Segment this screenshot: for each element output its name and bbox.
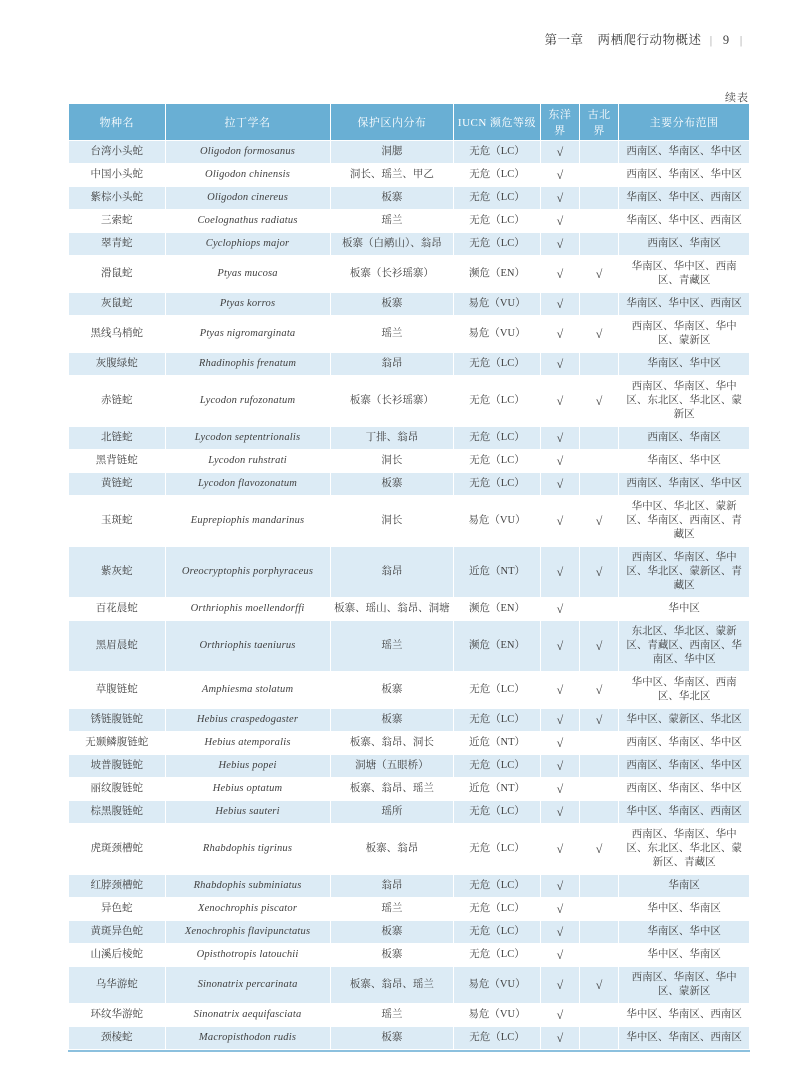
table-row — [69, 187, 749, 209]
table-row — [69, 293, 749, 315]
palearctic-realm-checkmark-cell — [580, 898, 618, 920]
species-name-cell: 颈棱蛇 — [69, 1027, 165, 1049]
iucn-status-cell: 易危（VU） — [454, 496, 540, 546]
reserve-distribution-cell: 板寨 — [331, 944, 454, 966]
column-header-latin-name: 拉丁学名 — [166, 104, 330, 140]
reserve-distribution-cell: 板寨（长衫瑶寨） — [331, 256, 454, 292]
latin-name-cell: Hebius popei — [166, 755, 330, 777]
table-row — [69, 598, 749, 620]
palearctic-realm-checkmark-cell: √ — [580, 316, 618, 352]
reserve-distribution-cell: 翁昂 — [331, 875, 454, 897]
iucn-status-cell: 近危（NT） — [454, 778, 540, 800]
oriental-realm-checkmark-cell: √ — [541, 496, 579, 546]
oriental-realm-checkmark-cell: √ — [541, 187, 579, 209]
iucn-status-cell: 无危（LC） — [454, 801, 540, 823]
iucn-status-cell: 易危（VU） — [454, 967, 540, 1003]
main-range-cell: 华中区、华南区、西南区 — [619, 801, 749, 823]
table-row — [69, 473, 749, 495]
palearctic-realm-checkmark-cell — [580, 755, 618, 777]
oriental-realm-checkmark-cell: √ — [541, 316, 579, 352]
page-number: 9 — [722, 33, 730, 47]
oriental-realm-checkmark-cell: √ — [541, 164, 579, 186]
main-range-cell: 西南区、华南区、华中区 — [619, 732, 749, 754]
species-name-cell: 锈链腹链蛇 — [69, 709, 165, 731]
palearctic-realm-checkmark-cell — [580, 427, 618, 449]
oriental-realm-checkmark-cell: √ — [541, 944, 579, 966]
iucn-status-cell: 无危（LC） — [454, 824, 540, 874]
table-header-row — [69, 104, 749, 140]
main-range-cell: 华南区、华中区 — [619, 450, 749, 472]
palearctic-realm-checkmark-cell: √ — [580, 376, 618, 426]
main-range-cell: 西南区、华南区、华中区、蒙新区 — [619, 967, 749, 1003]
species-name-cell: 台湾小头蛇 — [69, 141, 165, 163]
latin-name-cell: Cyclophiops major — [166, 233, 330, 255]
chapter-title: 两栖爬行动物概述 — [597, 33, 702, 47]
palearctic-realm-checkmark-cell — [580, 921, 618, 943]
iucn-status-cell: 易危（VU） — [454, 316, 540, 352]
species-name-cell: 无颞鳞腹链蛇 — [69, 732, 165, 754]
latin-name-cell: Lycodon rufozonatum — [166, 376, 330, 426]
oriental-realm-checkmark-cell: √ — [541, 898, 579, 920]
latin-name-cell: Coelognathus radiatus — [166, 210, 330, 232]
iucn-status-cell: 无危（LC） — [454, 875, 540, 897]
table-row — [69, 1027, 749, 1049]
chapter-label: 第一章 — [544, 33, 584, 47]
species-name-cell: 翠青蛇 — [69, 233, 165, 255]
palearctic-realm-checkmark-cell — [580, 801, 618, 823]
iucn-status-cell: 无危（LC） — [454, 473, 540, 495]
species-name-cell: 草腹链蛇 — [69, 672, 165, 708]
latin-name-cell: Hebius atemporalis — [166, 732, 330, 754]
oriental-realm-checkmark-cell: √ — [541, 967, 579, 1003]
species-name-cell: 乌华游蛇 — [69, 967, 165, 1003]
table-row — [69, 944, 749, 966]
latin-name-cell: Rhabdophis subminiatus — [166, 875, 330, 897]
reserve-distribution-cell: 板寨（长衫瑶寨） — [331, 376, 454, 426]
main-range-cell: 华南区、华中区 — [619, 353, 749, 375]
main-range-cell: 华中区 — [619, 598, 749, 620]
reserve-distribution-cell: 板寨 — [331, 921, 454, 943]
reserve-distribution-cell: 翁昂 — [331, 547, 454, 597]
oriental-realm-checkmark-cell: √ — [541, 376, 579, 426]
reserve-distribution-cell: 板寨、翁昂、洞长 — [331, 732, 454, 754]
iucn-status-cell: 无危（LC） — [454, 1027, 540, 1049]
palearctic-realm-checkmark-cell — [580, 598, 618, 620]
iucn-status-cell: 无危（LC） — [454, 141, 540, 163]
latin-name-cell: Amphiesma stolatum — [166, 672, 330, 708]
main-range-cell: 东北区、华北区、蒙新区、青藏区、西南区、华南区、华中区 — [619, 621, 749, 671]
oriental-realm-checkmark-cell: √ — [541, 921, 579, 943]
iucn-status-cell: 无危（LC） — [454, 898, 540, 920]
table-row — [69, 621, 749, 671]
main-range-cell: 西南区、华南区、华中区 — [619, 141, 749, 163]
latin-name-cell: Macropisthodon rudis — [166, 1027, 330, 1049]
oriental-realm-checkmark-cell: √ — [541, 256, 579, 292]
species-name-cell: 滑鼠蛇 — [69, 256, 165, 292]
iucn-status-cell: 无危（LC） — [454, 233, 540, 255]
running-header — [545, 30, 746, 48]
oriental-realm-checkmark-cell: √ — [541, 547, 579, 597]
latin-name-cell: Oligodon cinereus — [166, 187, 330, 209]
latin-name-cell: Hebius sauteri — [166, 801, 330, 823]
latin-name-cell: Euprepiophis mandarinus — [166, 496, 330, 546]
palearctic-realm-checkmark-cell — [580, 210, 618, 232]
main-range-cell: 西南区、华南区、华中区、东北区、华北区、蒙新区、青藏区 — [619, 824, 749, 874]
species-name-cell: 黑眉晨蛇 — [69, 621, 165, 671]
main-range-cell: 华中区、华南区、西南区、华北区 — [619, 672, 749, 708]
species-name-cell: 黑线乌梢蛇 — [69, 316, 165, 352]
table-row — [69, 164, 749, 186]
latin-name-cell: Orthriophis taeniurus — [166, 621, 330, 671]
main-range-cell: 西南区、华南区、华中区、东北区、华北区、蒙新区 — [619, 376, 749, 426]
latin-name-cell: Hebius craspedogaster — [166, 709, 330, 731]
main-range-cell: 华中区、华南区 — [619, 944, 749, 966]
species-name-cell: 赤链蛇 — [69, 376, 165, 426]
column-header-main-range: 主要分布范围 — [619, 104, 749, 140]
main-range-cell: 华南区、华中区、西南区 — [619, 293, 749, 315]
latin-name-cell: Oligodon formosanus — [166, 141, 330, 163]
oriental-realm-checkmark-cell: √ — [541, 801, 579, 823]
palearctic-realm-checkmark-cell — [580, 1027, 618, 1049]
main-range-cell: 华中区、华北区、蒙新区、华南区、西南区、青藏区 — [619, 496, 749, 546]
table-row — [69, 233, 749, 255]
reserve-distribution-cell: 板寨、翁昂、瑶兰 — [331, 967, 454, 1003]
oriental-realm-checkmark-cell: √ — [541, 672, 579, 708]
main-range-cell: 西南区、华南区、华中区 — [619, 755, 749, 777]
palearctic-realm-checkmark-cell: √ — [580, 256, 618, 292]
iucn-status-cell: 近危（NT） — [454, 547, 540, 597]
latin-name-cell: Xenochrophis flavipunctatus — [166, 921, 330, 943]
species-name-cell: 山溪后棱蛇 — [69, 944, 165, 966]
reserve-distribution-cell: 翁昂 — [331, 353, 454, 375]
reserve-distribution-cell: 板寨 — [331, 187, 454, 209]
table-row — [69, 778, 749, 800]
species-name-cell: 黄链蛇 — [69, 473, 165, 495]
main-range-cell: 西南区、华南区 — [619, 233, 749, 255]
palearctic-realm-checkmark-cell: √ — [580, 967, 618, 1003]
main-range-cell: 华中区、华南区 — [619, 898, 749, 920]
species-name-cell: 异色蛇 — [69, 898, 165, 920]
table-row — [69, 353, 749, 375]
species-name-cell: 棕黑腹链蛇 — [69, 801, 165, 823]
oriental-realm-checkmark-cell: √ — [541, 621, 579, 671]
palearctic-realm-checkmark-cell: √ — [580, 824, 618, 874]
latin-name-cell: Lycodon septentrionalis — [166, 427, 330, 449]
species-name-cell: 丽纹腹链蛇 — [69, 778, 165, 800]
oriental-realm-checkmark-cell: √ — [541, 233, 579, 255]
oriental-realm-checkmark-cell: √ — [541, 875, 579, 897]
palearctic-realm-checkmark-cell — [580, 1004, 618, 1026]
species-table-container — [68, 103, 750, 1052]
latin-name-cell: Ptyas nigromarginata — [166, 316, 330, 352]
main-range-cell: 西南区、华南区、华中区、蒙新区 — [619, 316, 749, 352]
palearctic-realm-checkmark-cell — [580, 293, 618, 315]
table-row — [69, 316, 749, 352]
species-name-cell: 玉斑蛇 — [69, 496, 165, 546]
palearctic-realm-checkmark-cell — [580, 164, 618, 186]
palearctic-realm-checkmark-cell: √ — [580, 621, 618, 671]
latin-name-cell: Ptyas korros — [166, 293, 330, 315]
palearctic-realm-checkmark-cell — [580, 187, 618, 209]
species-name-cell: 紫棕小头蛇 — [69, 187, 165, 209]
table-row — [69, 967, 749, 1003]
table-row — [69, 210, 749, 232]
main-range-cell: 西南区、华南区 — [619, 427, 749, 449]
latin-name-cell: Rhabdophis tigrinus — [166, 824, 330, 874]
palearctic-realm-checkmark-cell — [580, 141, 618, 163]
reserve-distribution-cell: 瑶兰 — [331, 1004, 454, 1026]
reserve-distribution-cell: 瑶兰 — [331, 621, 454, 671]
main-range-cell: 华南区、华中区 — [619, 921, 749, 943]
table-row — [69, 496, 749, 546]
species-name-cell: 中国小头蛇 — [69, 164, 165, 186]
latin-name-cell: Orthriophis moellendorffi — [166, 598, 330, 620]
reserve-distribution-cell: 板寨、翁昂 — [331, 824, 454, 874]
oriental-realm-checkmark-cell: √ — [541, 450, 579, 472]
latin-name-cell: Ptyas mucosa — [166, 256, 330, 292]
iucn-status-cell: 无危（LC） — [454, 376, 540, 426]
page-number-divider: | — [739, 35, 743, 47]
latin-name-cell: Rhadinophis frenatum — [166, 353, 330, 375]
column-header-reserve-distribution: 保护区内分布 — [331, 104, 454, 140]
species-name-cell: 黄斑异色蛇 — [69, 921, 165, 943]
iucn-status-cell: 无危（LC） — [454, 187, 540, 209]
latin-name-cell: Opisthotropis latouchii — [166, 944, 330, 966]
table-row — [69, 898, 749, 920]
reserve-distribution-cell: 板寨、瑶山、翁昂、洞塘 — [331, 598, 454, 620]
main-range-cell: 华中区、蒙新区、华北区 — [619, 709, 749, 731]
iucn-status-cell: 无危（LC） — [454, 353, 540, 375]
palearctic-realm-checkmark-cell: √ — [580, 547, 618, 597]
iucn-status-cell: 无危（LC） — [454, 450, 540, 472]
table-row — [69, 256, 749, 292]
palearctic-realm-checkmark-cell: √ — [580, 709, 618, 731]
main-range-cell: 华中区、华南区、西南区 — [619, 1027, 749, 1049]
main-range-cell: 华南区、华中区、西南区 — [619, 187, 749, 209]
reserve-distribution-cell: 洞塘（五眼桥） — [331, 755, 454, 777]
oriental-realm-checkmark-cell: √ — [541, 1004, 579, 1026]
main-range-cell: 西南区、华南区、华中区 — [619, 778, 749, 800]
latin-name-cell: Xenochrophis piscator — [166, 898, 330, 920]
reserve-distribution-cell: 洞腮 — [331, 141, 454, 163]
oriental-realm-checkmark-cell: √ — [541, 778, 579, 800]
palearctic-realm-checkmark-cell — [580, 778, 618, 800]
species-table — [68, 103, 750, 1050]
species-name-cell: 坡普腹链蛇 — [69, 755, 165, 777]
oriental-realm-checkmark-cell: √ — [541, 1027, 579, 1049]
reserve-distribution-cell: 瑶所 — [331, 801, 454, 823]
iucn-status-cell: 濒危（EN） — [454, 256, 540, 292]
latin-name-cell: Sinonatrix aequifasciata — [166, 1004, 330, 1026]
reserve-distribution-cell: 瑶兰 — [331, 898, 454, 920]
table-row — [69, 141, 749, 163]
reserve-distribution-cell: 洞长 — [331, 496, 454, 546]
latin-name-cell: Sinonatrix percarinata — [166, 967, 330, 1003]
palearctic-realm-checkmark-cell — [580, 944, 618, 966]
main-range-cell: 华南区、华中区、西南区 — [619, 210, 749, 232]
table-row — [69, 427, 749, 449]
table-row — [69, 875, 749, 897]
oriental-realm-checkmark-cell: √ — [541, 824, 579, 874]
latin-name-cell: Hebius optatum — [166, 778, 330, 800]
species-name-cell: 虎斑颈槽蛇 — [69, 824, 165, 874]
reserve-distribution-cell: 洞长、瑶兰、甲乙 — [331, 164, 454, 186]
table-row — [69, 824, 749, 874]
oriental-realm-checkmark-cell: √ — [541, 732, 579, 754]
latin-name-cell: Oligodon chinensis — [166, 164, 330, 186]
iucn-status-cell: 无危（LC） — [454, 427, 540, 449]
reserve-distribution-cell: 瑶兰 — [331, 210, 454, 232]
species-name-cell: 灰腹绿蛇 — [69, 353, 165, 375]
reserve-distribution-cell: 洞长 — [331, 450, 454, 472]
iucn-status-cell: 濒危（EN） — [454, 598, 540, 620]
oriental-realm-checkmark-cell: √ — [541, 473, 579, 495]
iucn-status-cell: 濒危（EN） — [454, 621, 540, 671]
table-row — [69, 921, 749, 943]
oriental-realm-checkmark-cell: √ — [541, 293, 579, 315]
table-row — [69, 450, 749, 472]
reserve-distribution-cell: 瑶兰 — [331, 316, 454, 352]
iucn-status-cell: 无危（LC） — [454, 672, 540, 708]
table-row — [69, 547, 749, 597]
main-range-cell: 华南区 — [619, 875, 749, 897]
species-name-cell: 三索蛇 — [69, 210, 165, 232]
main-range-cell: 西南区、华南区、华中区 — [619, 164, 749, 186]
species-name-cell: 百花晨蛇 — [69, 598, 165, 620]
reserve-distribution-cell: 板寨 — [331, 709, 454, 731]
latin-name-cell: Lycodon ruhstrati — [166, 450, 330, 472]
table-row — [69, 755, 749, 777]
continued-table-label: 续表 — [725, 92, 749, 104]
species-name-cell: 北链蛇 — [69, 427, 165, 449]
reserve-distribution-cell: 板寨、翁昂、瑶兰 — [331, 778, 454, 800]
iucn-status-cell: 易危（VU） — [454, 1004, 540, 1026]
reserve-distribution-cell: 板寨 — [331, 672, 454, 708]
table-row — [69, 1004, 749, 1026]
table-row — [69, 709, 749, 731]
species-name-cell: 灰鼠蛇 — [69, 293, 165, 315]
table-row — [69, 672, 749, 708]
column-header-palearctic-realm: 古北界 — [580, 104, 618, 140]
oriental-realm-checkmark-cell: √ — [541, 709, 579, 731]
oriental-realm-checkmark-cell: √ — [541, 427, 579, 449]
iucn-status-cell: 无危（LC） — [454, 921, 540, 943]
reserve-distribution-cell: 板寨（白鹇山）、翁昂 — [331, 233, 454, 255]
iucn-status-cell: 近危（NT） — [454, 732, 540, 754]
palearctic-realm-checkmark-cell — [580, 233, 618, 255]
reserve-distribution-cell: 丁排、翁昂 — [331, 427, 454, 449]
oriental-realm-checkmark-cell: √ — [541, 210, 579, 232]
column-header-oriental-realm: 东洋界 — [541, 104, 579, 140]
palearctic-realm-checkmark-cell: √ — [580, 496, 618, 546]
palearctic-realm-checkmark-cell — [580, 875, 618, 897]
latin-name-cell: Oreocryptophis porphyraceus — [166, 547, 330, 597]
iucn-status-cell: 易危（VU） — [454, 293, 540, 315]
main-range-cell: 华南区、华中区、西南区、青藏区 — [619, 256, 749, 292]
latin-name-cell: Lycodon flavozonatum — [166, 473, 330, 495]
table-row — [69, 732, 749, 754]
iucn-status-cell: 无危（LC） — [454, 944, 540, 966]
oriental-realm-checkmark-cell: √ — [541, 141, 579, 163]
palearctic-realm-checkmark-cell: √ — [580, 672, 618, 708]
species-name-cell: 紫灰蛇 — [69, 547, 165, 597]
page-number-divider: | — [709, 35, 713, 47]
iucn-status-cell: 无危（LC） — [454, 164, 540, 186]
iucn-status-cell: 无危（LC） — [454, 210, 540, 232]
oriental-realm-checkmark-cell: √ — [541, 598, 579, 620]
main-range-cell: 华中区、华南区、西南区 — [619, 1004, 749, 1026]
table-row — [69, 801, 749, 823]
iucn-status-cell: 无危（LC） — [454, 709, 540, 731]
table-body — [69, 141, 749, 1049]
main-range-cell: 西南区、华南区、华中区 — [619, 473, 749, 495]
palearctic-realm-checkmark-cell — [580, 473, 618, 495]
main-range-cell: 西南区、华南区、华中区、华北区、蒙新区、青藏区 — [619, 547, 749, 597]
oriental-realm-checkmark-cell: √ — [541, 755, 579, 777]
reserve-distribution-cell: 板寨 — [331, 473, 454, 495]
column-header-species: 物种名 — [69, 104, 165, 140]
table-row — [69, 376, 749, 426]
species-name-cell: 黑背链蛇 — [69, 450, 165, 472]
species-name-cell: 红脖颈槽蛇 — [69, 875, 165, 897]
iucn-status-cell: 无危（LC） — [454, 755, 540, 777]
palearctic-realm-checkmark-cell — [580, 450, 618, 472]
oriental-realm-checkmark-cell: √ — [541, 353, 579, 375]
reserve-distribution-cell: 板寨 — [331, 1027, 454, 1049]
palearctic-realm-checkmark-cell — [580, 732, 618, 754]
palearctic-realm-checkmark-cell — [580, 353, 618, 375]
column-header-iucn-status: IUCN 濒危等级 — [454, 104, 540, 140]
species-name-cell: 环纹华游蛇 — [69, 1004, 165, 1026]
reserve-distribution-cell: 板寨 — [331, 293, 454, 315]
